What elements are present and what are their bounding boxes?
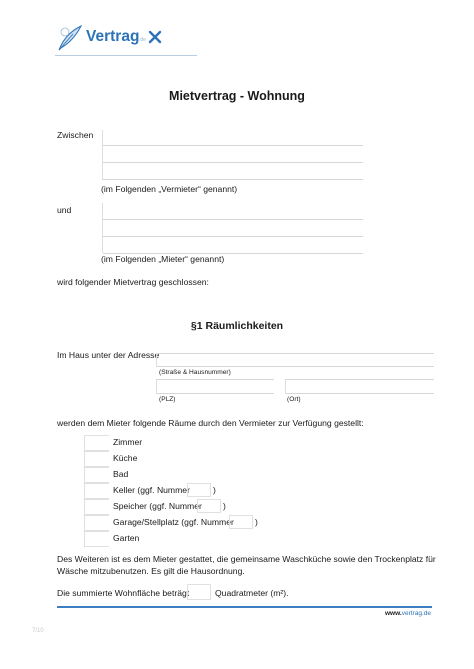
shared-use-text-line1: Des Weiteren ist es dem Mieter gestattet, die gemeinsame Waschküche sowie den Trockenplatz für: [57, 554, 436, 564]
address-label: Im Haus unter der Adresse: [57, 350, 160, 360]
rooms-count-field[interactable]: [84, 435, 109, 451]
city-caption: (Ort): [287, 396, 301, 403]
garage-checkbox[interactable]: [84, 515, 109, 531]
street-caption: (Straße & Hausnummer): [159, 369, 231, 376]
area-unit: Quadratmeter (m²).: [215, 588, 289, 598]
tenant-address-line[interactable]: [103, 236, 363, 237]
contract-concluded-text: wird folgender Mietvertrag geschlossen:: [57, 277, 209, 287]
city-field-border: [285, 379, 286, 394]
kitchen-checkbox[interactable]: [84, 451, 109, 467]
tenant-field-border: [102, 203, 103, 253]
rooms-intro-text: werden dem Mieter folgende Räume durch den Vermieter zur Verfügung gestellt:: [57, 418, 364, 428]
landlord-field-border: [102, 130, 103, 180]
room-bad-label: Bad: [113, 469, 129, 479]
and-label: und: [57, 205, 72, 215]
room-garten-label: Garten: [113, 533, 140, 543]
cellar-number-field[interactable]: [187, 483, 211, 497]
street-field-top: [156, 353, 434, 354]
landlord-note: (im Folgenden „Vermieter“ genannt): [101, 184, 238, 194]
garage-close-paren: ): [255, 517, 258, 527]
room-speicher-label: Speicher (ggf. Nummer: [113, 501, 202, 511]
room-keller-label: Keller (ggf. Nummer: [113, 485, 190, 495]
attic-close-paren: ): [223, 501, 226, 511]
zip-field-top: [156, 379, 274, 380]
city-field-top: [285, 379, 434, 380]
tenant-name-line[interactable]: [103, 219, 363, 220]
tenant-note: (im Folgenden „Mieter“ genannt): [101, 254, 225, 264]
zip-field-border: [156, 379, 157, 394]
logo-word: Vertrag: [86, 28, 140, 45]
document-title: Mietvertrag - Wohnung: [169, 89, 305, 103]
landlord-city-line[interactable]: [103, 179, 363, 180]
page-number: 7/10: [32, 628, 44, 634]
attic-checkbox[interactable]: [84, 499, 109, 515]
landlord-name-line[interactable]: [103, 145, 363, 146]
shared-use-text-line2: Wäsche mitzubenutzen. Es gilt die Hausordnung.: [57, 566, 245, 576]
area-label: Die summierte Wohnfläche beträgt: [57, 588, 190, 598]
area-field[interactable]: [187, 584, 211, 600]
city-field-line[interactable]: [286, 393, 434, 394]
room-zimmer-label: Zimmer: [113, 437, 143, 447]
cellar-close-paren: ): [213, 485, 216, 495]
section1-heading: §1 Räumlichkeiten: [190, 320, 284, 332]
room-kueche-label: Küche: [113, 453, 138, 463]
bathroom-checkbox[interactable]: [84, 467, 109, 483]
footer-url[interactable]: [385, 610, 431, 617]
street-field-border: [156, 353, 157, 367]
between-label: Zwischen: [57, 130, 94, 140]
room-garage-label: Garage/Stellplatz (ggf. Nummer: [113, 517, 234, 527]
landlord-address-line[interactable]: [103, 162, 363, 163]
logo-tld: .de: [139, 37, 146, 43]
feather-pen-icon: [55, 24, 85, 52]
street-field-line[interactable]: [157, 366, 434, 367]
footer-url-domain: vertrag.de: [401, 610, 431, 617]
logo: [55, 22, 205, 56]
footer-url-prefix: www.: [384, 610, 402, 617]
logo-underline: [55, 55, 197, 56]
cellar-checkbox[interactable]: [84, 483, 109, 499]
x-mark-icon: [148, 30, 162, 44]
attic-number-field[interactable]: [197, 499, 221, 513]
footer-divider: [57, 606, 432, 608]
zip-caption: (PLZ): [159, 396, 176, 403]
garden-checkbox[interactable]: [84, 531, 109, 547]
garage-number-field[interactable]: [229, 515, 253, 529]
zip-field-line[interactable]: [157, 393, 274, 394]
